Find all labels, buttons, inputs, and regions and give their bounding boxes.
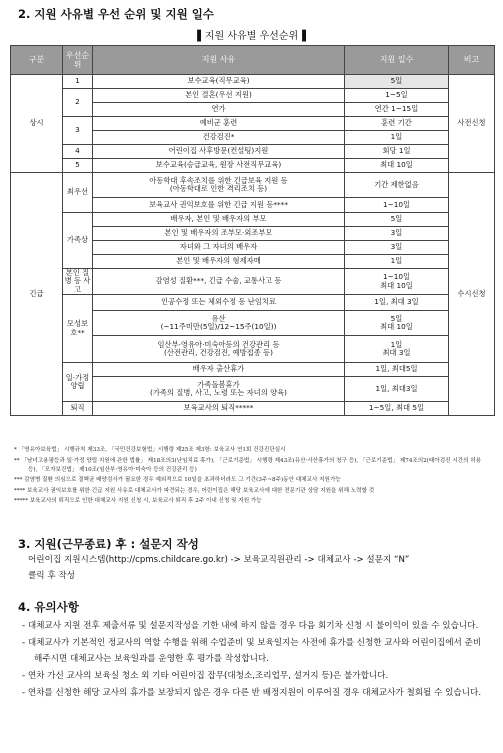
caution-item: - 연차 가신 교사의 보육실 청소 외 기타 어린이집 잡무(대청소,조리업무, 설거지 등)은 불가합니다. xyxy=(22,671,389,681)
caution-item: - 대체교사가 기본적인 정교사의 역할 수행을 위해 수업준비 및 보육일지는 사전에 휴가를 신청한 교사와 어린이집에서 준비해주시면 대체교사는 보육일과를 운영한 후 평가를 작성합니다. xyxy=(22,638,482,664)
section3-line2: 클릭 후 작성 xyxy=(28,571,75,581)
days-cell: 1~10일 xyxy=(345,198,449,213)
footnote: ***** 보육교사의 퇴직으로 인한 대체교사 지원 신청 시, 보육교사 퇴직 후 2주 이내 신청 및 지원 가능 xyxy=(14,498,262,504)
section2-title: 2. 지원 사유별 우선 순위 및 지원 일수 xyxy=(18,7,214,21)
reason-cell: 보육교사 권익보호를 위한 긴급 지원 등**** xyxy=(93,198,345,213)
days-cell: 3일 xyxy=(345,227,449,241)
days-cell: 5일 최대 10일 xyxy=(345,311,449,336)
days-cell: 1일, 최대3일 xyxy=(345,377,449,402)
caution-list xyxy=(22,618,487,702)
reason-cell: 본인 결혼(우선 지원) xyxy=(93,89,345,103)
days-cell: 훈련 기간 xyxy=(345,117,449,131)
priority-cell: 5 xyxy=(63,159,93,173)
footnote: ** 「남녀고용평등과 일·가정 양립 지원에 관한 법률」 제18조의3(난임치료 휴가), 「근로기준법」 시행령 제43조(유산·사산휴가의 청구 등), 「근로기준법」 제74조의2(태아검진 시간의 허용 등), 「모자보건법」 제10조(임산부·영유아·미숙아 등의 건강관리 등) xyxy=(14,457,482,473)
reason-cell: 배우자, 본인 및 배우자의 부모 xyxy=(93,213,345,227)
reason-cell: 본인 및 배우자의 조부모·외조부모 xyxy=(93,227,345,241)
days-cell: 1일 최대 3일 xyxy=(345,336,449,363)
days-cell: 기간 제한없음 xyxy=(345,173,449,198)
reason-cell: 본인 및 배우자의 형제자매 xyxy=(93,255,345,269)
days-cell: 연간 1~15일 xyxy=(345,103,449,117)
reason-cell: 보수교육(직무교육) xyxy=(93,75,345,89)
days-cell: 5일 xyxy=(345,75,449,89)
days-cell: 5일 xyxy=(345,213,449,227)
days-cell: 1~10일 최대 10일 xyxy=(345,269,449,295)
label-top-priority: 최우선 xyxy=(63,173,93,213)
footnotes xyxy=(14,446,492,508)
priority-cell: 3 xyxy=(63,117,93,145)
caution-item: - 연차를 신청한 해당 교사의 휴가를 보장되지 않은 경우 다른 반 배정지원이 이루어질 경우 대체교사가 철회될 수 있습니다. xyxy=(22,688,482,698)
days-cell: 최대 10일 xyxy=(345,159,449,173)
reason-cell: 유산 (~11주미만(5일)/12~15주(10일)) xyxy=(93,311,345,336)
header-category: 구분 xyxy=(11,46,63,75)
note-anytime: 수시신청 xyxy=(449,173,495,416)
label-family: 가족상 xyxy=(63,213,93,269)
reason-cell: 어린이집 사후방문(컨설팅)지원 xyxy=(93,145,345,159)
reason-cell: 인공수정 또는 체외수정 등 난임치료 xyxy=(93,295,345,311)
days-cell: 1~5일, 최대 5일 xyxy=(345,402,449,416)
reason-cell: 아동학대 후속조치를 위한 긴급보육 지원 등 (아동학대로 인한 격리조치 등) xyxy=(93,173,345,198)
table-caption: ▌지원 사유별 우선순위▐ xyxy=(197,31,306,42)
section3-title: 3. 지원(근무종료) 후 : 설문지 작성 xyxy=(18,537,199,551)
group-regular: 상시 xyxy=(11,75,63,173)
header-priority: 우선순위 xyxy=(63,46,93,75)
priority-cell: 1 xyxy=(63,75,93,89)
caution-item: - 대체교사 지원 전후 제출서류 및 설문지작성을 기한 내에 하지 않을 경우 다음 회기차 신청 시 불이익이 있을 수 있습니다. xyxy=(22,621,479,631)
section3-line1: 어린이집 지원시스템(http://cpms.childcare.go.kr) -> 보육교직원관리 -> 대체교사 -> 설문지 “N” xyxy=(28,555,410,565)
label-worklife: 일·가정 양립 xyxy=(63,363,93,402)
days-cell: 1일, 최대5일 xyxy=(345,363,449,377)
label-illness: 본인 질병 등 사고 xyxy=(63,269,93,295)
reason-cell: 자녀와 그 자녀의 배우자 xyxy=(93,241,345,255)
priority-cell: 4 xyxy=(63,145,93,159)
section4-title: 4. 유의사항 xyxy=(18,600,79,614)
group-urgent: 긴급 xyxy=(11,173,63,416)
reason-cell: 감염성 질환***, 긴급 수술, 교통사고 등 xyxy=(93,269,345,295)
footnote: **** 보육교사 권익보호를 위한 긴급 지원 사유로 대체교사가 파견되는 경우, 어린이집은 해당 보육교사에 대한 전문기관 상담 지원을 위해 노력할 것 xyxy=(14,487,375,494)
reason-cell: 임산부·영유아·미숙아등의 건강관리 등 (산전관리, 건강검진, 예방접종 등) xyxy=(93,336,345,363)
reason-cell: 예비군 훈련 xyxy=(93,117,345,131)
reason-cell: 가족돌봄휴가 (가족의 질병, 사고, 노령 또는 자녀의 양육) xyxy=(93,377,345,402)
days-cell: 1일 xyxy=(345,255,449,269)
priority-table xyxy=(10,45,495,416)
reason-cell: 보육교사의 퇴직***** xyxy=(93,402,345,416)
priority-cell: 2 xyxy=(63,89,93,117)
footnote: * 「영유아보육법」 시행규칙 제33조, 「국민건강보험법」시행령 제25조 제3항: 보육교사 연1회 건강진단실시 xyxy=(14,447,286,453)
days-cell: 1일, 최대 3일 xyxy=(345,295,449,311)
days-cell: 3일 xyxy=(345,241,449,255)
label-retire: 퇴직 xyxy=(63,402,93,416)
header-note: 비고 xyxy=(449,46,495,75)
label-maternity: 모성보호** xyxy=(63,295,93,363)
reason-cell: 건강검진* xyxy=(93,131,345,145)
days-cell: 회당 1일 xyxy=(345,145,449,159)
days-cell: 1일 xyxy=(345,131,449,145)
reason-cell: 보수교육(승급교육, 원장 사전직무교육) xyxy=(93,159,345,173)
header-reason: 지원 사유 xyxy=(93,46,345,75)
header-days: 지원 일수 xyxy=(345,46,449,75)
note-advance: 사전신청 xyxy=(449,75,495,173)
footnote: *** 감염병 질환 의심으로 결핵균 배양검사가 필요한 경우 예외적으로 10일을 초과하더라도 그 기간(3주~8주)동안 대체교사 지원가능 xyxy=(14,477,341,483)
reason-cell: 배우자 출산휴가 xyxy=(93,363,345,377)
reason-cell: 연가 xyxy=(93,103,345,117)
days-cell: 1~5일 xyxy=(345,89,449,103)
